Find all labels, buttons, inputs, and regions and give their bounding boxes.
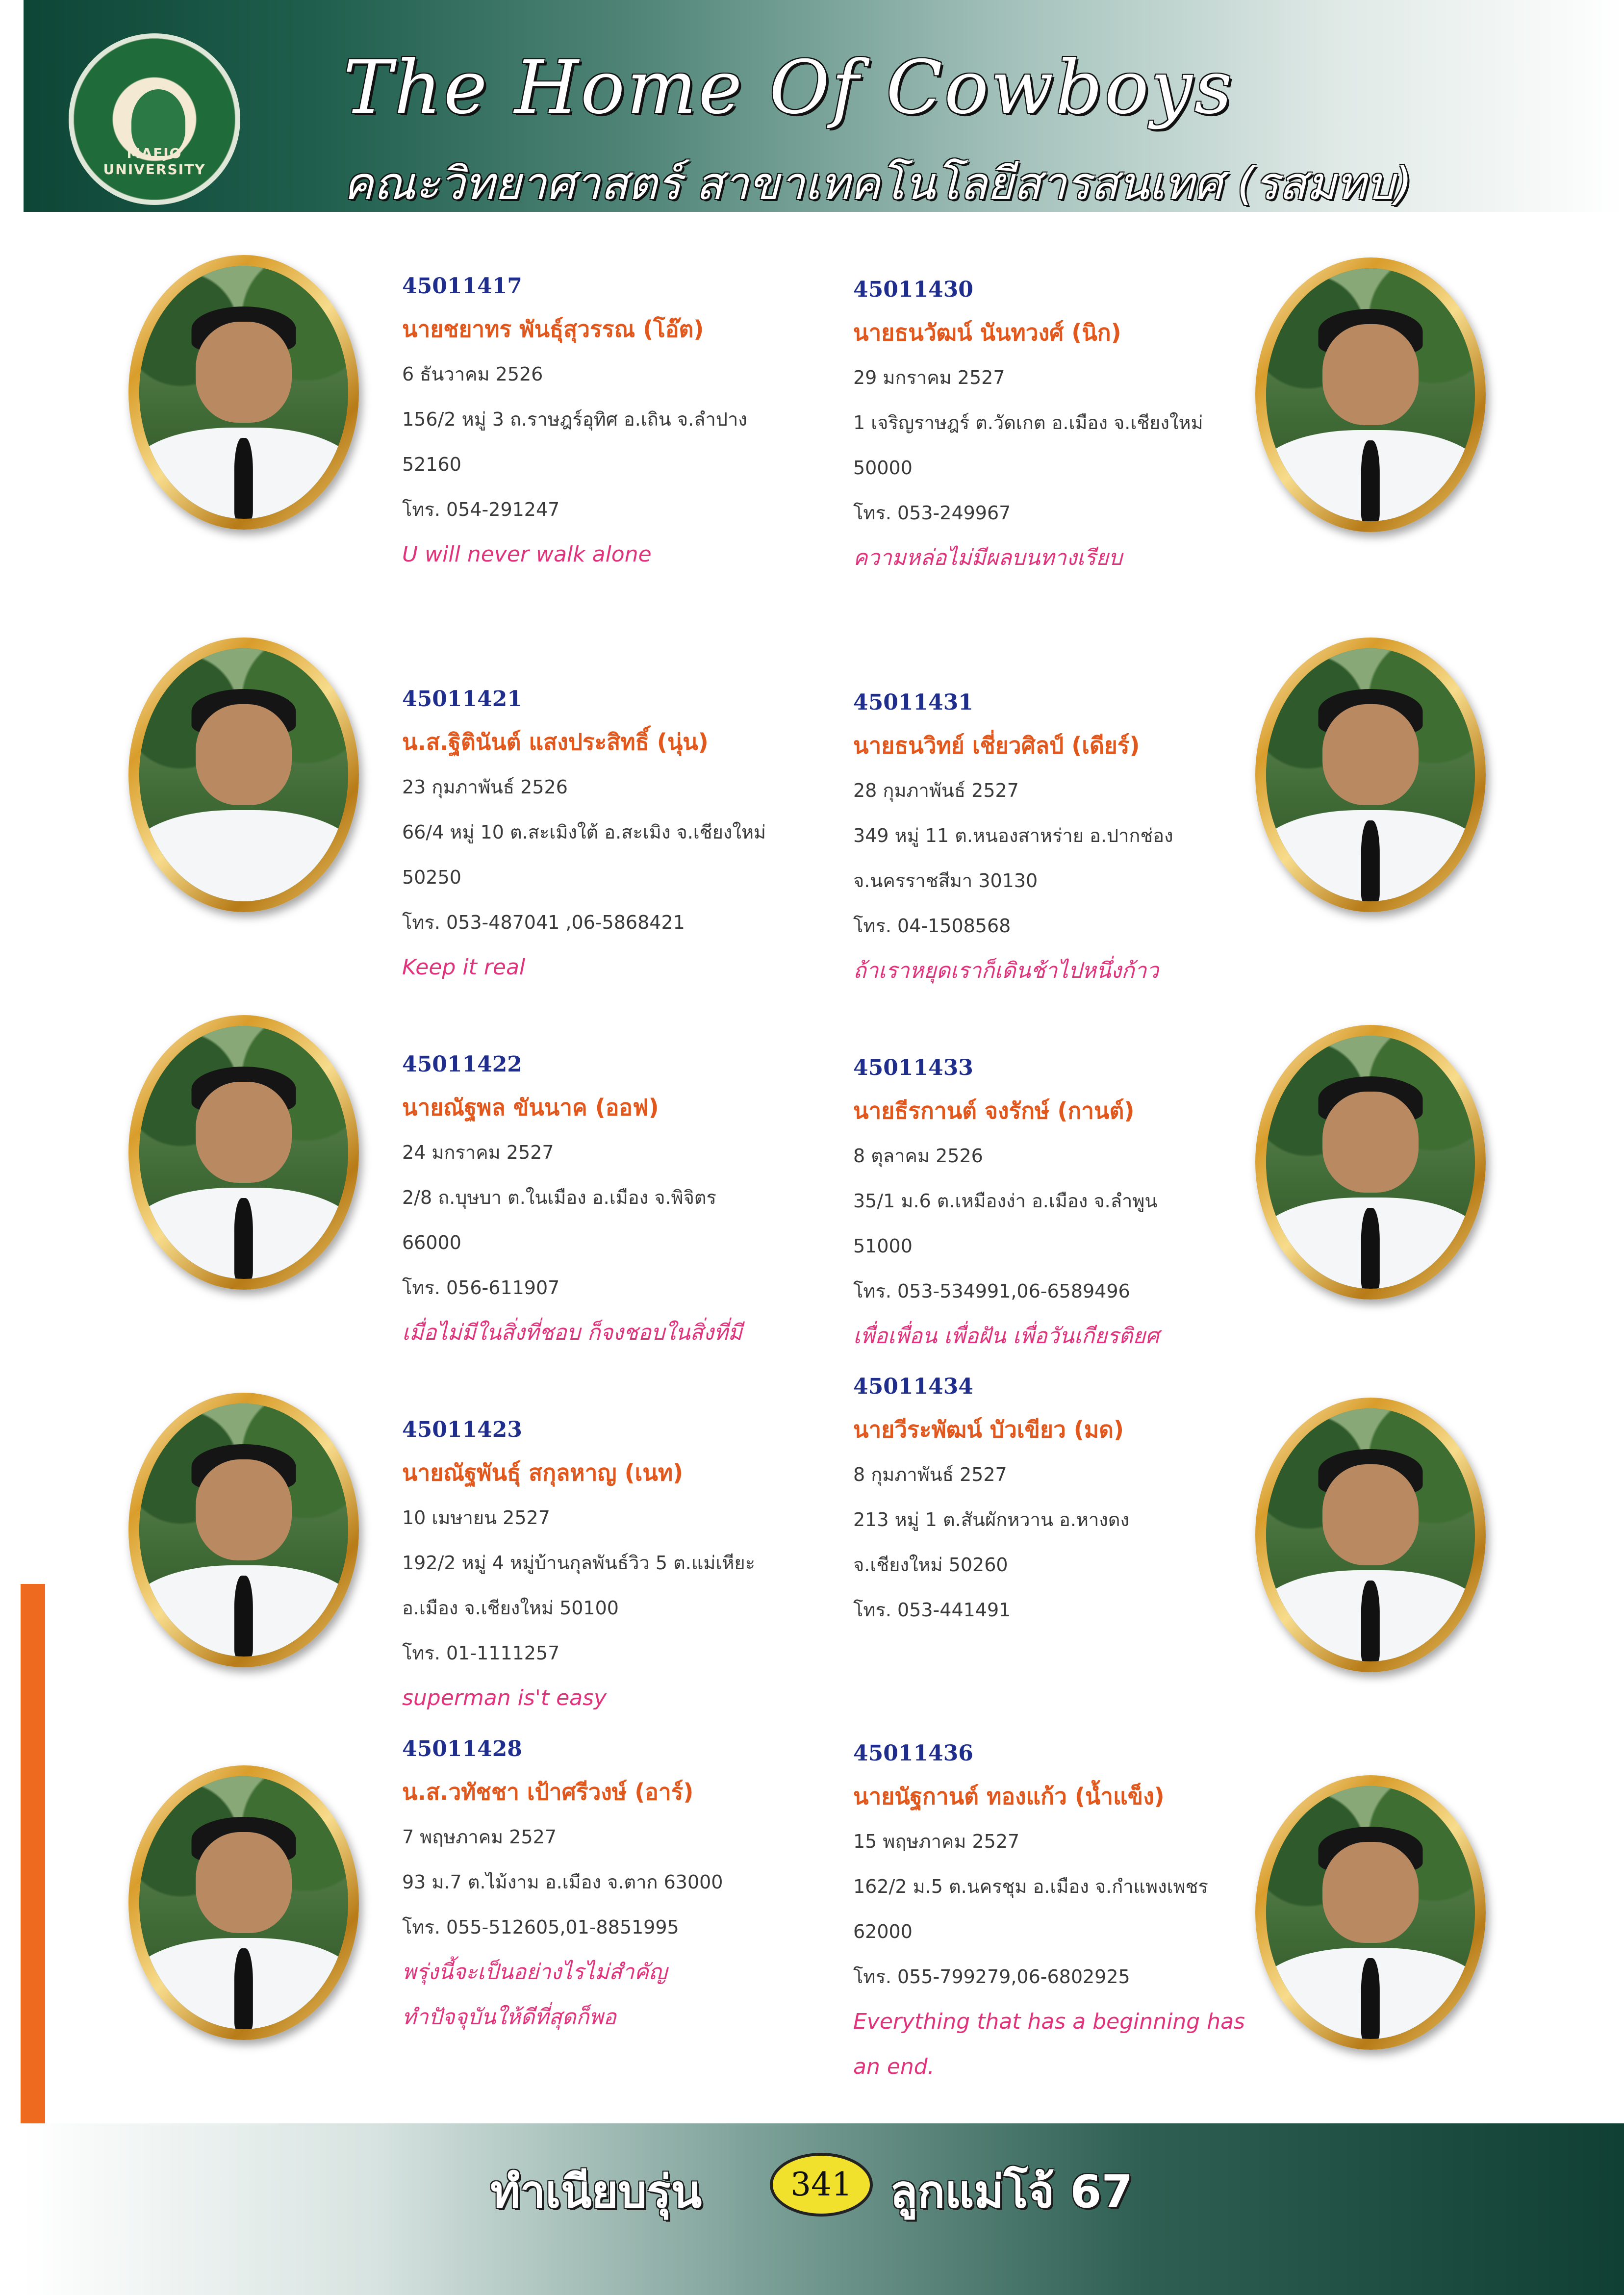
motto: superman is't easy	[402, 1685, 607, 1710]
address-line: 1 เจริญราษฎร์ ต.วัดเกต อ.เมือง จ.เชียงใหม่	[853, 412, 1203, 434]
address-line: 52160	[402, 454, 461, 475]
student-entry	[853, 1734, 1294, 2090]
birth-date: 24 มกราคม 2527	[402, 1142, 554, 1163]
phone: โทร. 053-534991,06-6589496	[853, 1280, 1130, 1302]
student-name: นายวีระพัฒน์ บัวเขียว (มด)	[853, 1416, 1124, 1443]
student-id: 45011417	[402, 274, 522, 299]
student-id: 45011428	[402, 1736, 522, 1761]
student-photo	[128, 638, 359, 912]
student-entry	[853, 1048, 1294, 1359]
birth-date: 6 ธันวาคม 2526	[402, 363, 543, 385]
address-line: 62000	[853, 1921, 913, 1942]
page-title: The Home Of Cowboys	[343, 45, 1234, 130]
address-line: 66/4 หมู่ 10 ต.สะเมิงใต้ อ.สะเมิง จ.เชียงใหม่	[402, 821, 766, 843]
student-id: 45011436	[853, 1741, 973, 1766]
address-line: 50000	[853, 457, 913, 479]
student-id: 45011430	[853, 277, 973, 302]
student-name: นายนัฐกานต์ ทองแก้ว (น้ำแข็ง)	[853, 1783, 1165, 1810]
address-line: 162/2 ม.5 ต.นครชุม อ.เมือง จ.กำแพงเพชร	[853, 1876, 1208, 1897]
page-number: 341	[770, 2153, 873, 2217]
seal-text: MAEJO UNIVERSITY	[103, 145, 206, 178]
phone: โทร. 055-512605,01-8851995	[402, 1916, 679, 1938]
address-line: 51000	[853, 1235, 913, 1257]
student-name: นายธีรกานต์ จงรักษ์ (กานต์)	[853, 1097, 1135, 1124]
student-name: นายณัฐพล ขันนาค (ออฟ)	[402, 1094, 659, 1121]
birth-date: 23 กุมภาพันธ์ 2526	[402, 776, 568, 798]
student-entry	[853, 270, 1294, 581]
student-photo	[128, 1393, 359, 1667]
student-id: 45011423	[402, 1417, 522, 1442]
address-line: 213 หมู่ 1 ต.สันผักหวาน อ.หางดง	[853, 1509, 1130, 1530]
footer-subtitle: ลูกแม่โจ้ 67	[890, 2166, 1133, 2218]
address-line: 50250	[402, 867, 461, 888]
student-name: นายธนวิทย์ เชี่ยวศิลป์ (เดียร์)	[853, 732, 1140, 759]
phone: โทร. 01-1111257	[402, 1642, 560, 1664]
student-entry	[402, 266, 843, 577]
student-id: 45011422	[402, 1052, 522, 1077]
side-accent-bar	[21, 1584, 45, 2123]
motto: เมื่อไม่มีในสิ่งที่ชอบ ก็จงชอบในสิ่งที่มี	[402, 1320, 742, 1345]
student-photo	[128, 255, 359, 530]
phone: โทร. 054-291247	[402, 499, 560, 520]
student-name: นายธนวัฒน์ นันทวงศ์ (นิก)	[853, 319, 1121, 346]
address-line: 2/8 ถ.บุษบา ต.ในเมือง อ.เมือง จ.พิจิตร	[402, 1187, 716, 1208]
page-subtitle: คณะวิทยาศาสตร์ สาขาเทคโนโลยีสารสนเทศ (รสมทบ)	[343, 157, 1412, 210]
student-entry	[853, 683, 1294, 994]
student-photo	[128, 1765, 359, 2040]
student-name: น.ส.วทัชชา เป้าศรีวงษ์ (อาร์)	[402, 1779, 694, 1805]
address-line: อ.เมือง จ.เชียงใหม่ 50100	[402, 1597, 619, 1619]
phone: โทร. 053-487041 ,06-5868421	[402, 912, 685, 933]
phone: โทร. 056-611907	[402, 1277, 560, 1299]
motto: พรุ่งนี้จะเป็นอย่างไรไม่สำคัญ	[402, 1960, 667, 1985]
address-line: 156/2 หมู่ 3 ถ.ราษฎร์อุทิศ อ.เถิน จ.ลำปาง	[402, 408, 747, 430]
student-id: 45011431	[853, 690, 973, 715]
student-name: นายณัฐพันธุ์ สกุลหาญ (เนท)	[402, 1459, 684, 1486]
motto: Keep it real	[402, 955, 526, 980]
student-entry	[402, 1045, 843, 1355]
student-entry	[402, 679, 843, 990]
birth-date: 15 พฤษภาคม 2527	[853, 1831, 1020, 1852]
phone: โทร. 053-441491	[853, 1599, 1011, 1621]
birth-date: 8 ตุลาคม 2526	[853, 1145, 983, 1167]
address-line: จ.นครราชสีมา 30130	[853, 870, 1038, 892]
address-line: 192/2 หมู่ 4 หมู่บ้านกุลพันธ์วิว 5 ต.แม่เหียะ	[402, 1552, 756, 1574]
birth-date: 28 กุมภาพันธ์ 2527	[853, 780, 1019, 801]
birth-date: 29 มกราคม 2527	[853, 367, 1005, 388]
motto: ถ้าเราหยุดเราก็เดินช้าไปหนึ่งก้าว	[853, 958, 1159, 983]
birth-date: 8 กุมภาพันธ์ 2527	[853, 1464, 1007, 1485]
student-photo	[128, 1015, 359, 1290]
phone: โทร. 053-249967	[853, 502, 1011, 524]
phone: โทร. 055-799279,06-6802925	[853, 1966, 1130, 1988]
motto: ทำปัจจุบันให้ดีที่สุดก็พอ	[402, 2005, 616, 2030]
address-line: 93 ม.7 ต.ไม้งาม อ.เมือง จ.ตาก 63000	[402, 1871, 723, 1893]
student-name: น.ส.ฐิตินันต์ แสงประสิทธิ์ (นุ่น)	[402, 729, 709, 755]
motto: ความหล่อไม่มีผลบนทางเรียบ	[853, 545, 1122, 570]
address-line: จ.เชียงใหม่ 50260	[853, 1554, 1008, 1576]
address-line: 349 หมู่ 11 ต.หนองสาหร่าย อ.ปากช่อง	[853, 825, 1173, 846]
motto: Everything that has a beginning has	[853, 2009, 1245, 2034]
motto: U will never walk alone	[402, 542, 652, 567]
student-id: 45011433	[853, 1055, 973, 1080]
address-line: 66000	[402, 1232, 461, 1253]
address-line: 35/1 ม.6 ต.เหมืองง่า อ.เมือง จ.ลำพูน	[853, 1190, 1158, 1212]
motto: เพื่อเพื่อน เพื่อฝัน เพื่อวันเกียรติยศ	[853, 1324, 1159, 1349]
student-id: 45011434	[853, 1374, 973, 1399]
footer-title: ทำเนียบรุ่น	[490, 2166, 702, 2218]
birth-date: 10 เมษายน 2527	[402, 1507, 550, 1529]
phone: โทร. 04-1508568	[853, 915, 1011, 937]
student-entry	[402, 1729, 843, 2040]
student-name: นายชยาทร พันธุ์สุวรรณ (โอ๊ต)	[402, 316, 704, 342]
birth-date: 7 พฤษภาคม 2527	[402, 1826, 557, 1848]
student-entry	[853, 1367, 1294, 1632]
motto: an end.	[853, 2054, 935, 2079]
student-entry	[402, 1410, 843, 1721]
student-id: 45011421	[402, 687, 522, 712]
university-seal-logo	[74, 38, 235, 200]
